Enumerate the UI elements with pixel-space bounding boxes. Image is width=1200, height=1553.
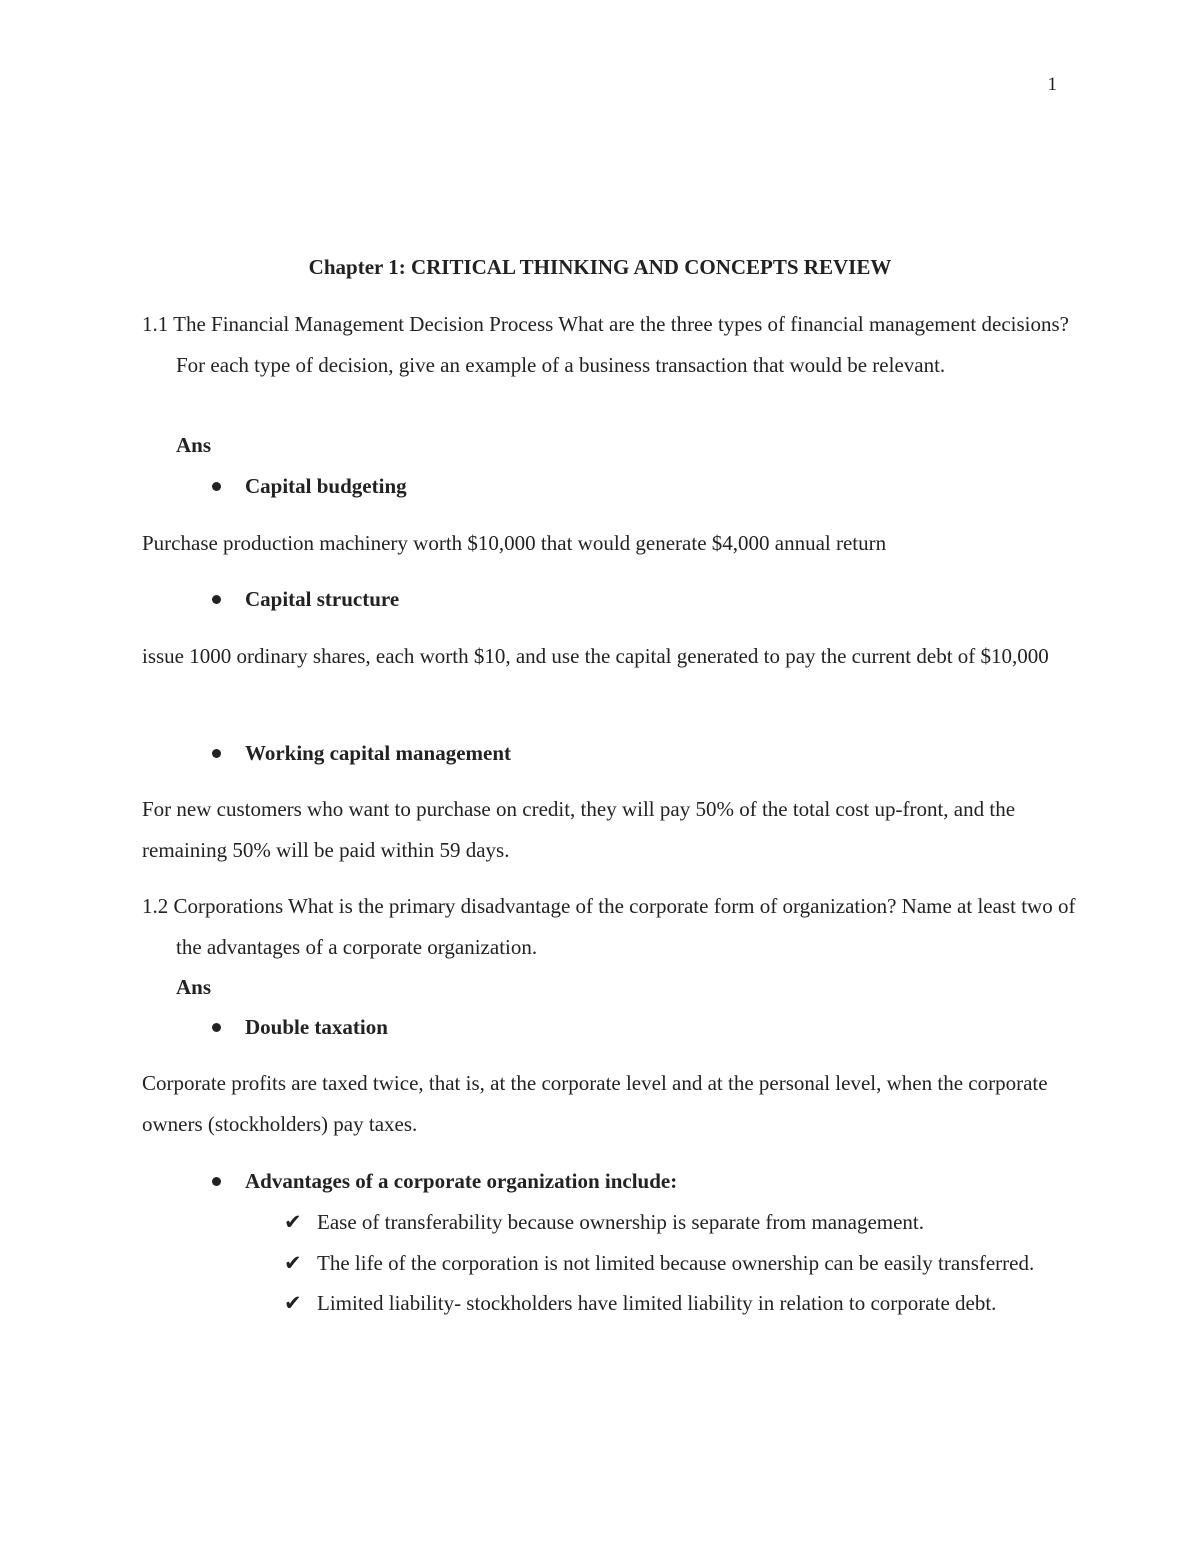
chapter-title: Chapter 1: CRITICAL THINKING AND CONCEPTS REVIEW: [308, 255, 892, 279]
bullet-heading: Advantages of a corporate organization include:: [245, 1169, 678, 1193]
check-mark-icon: ✔: [284, 1210, 302, 1234]
list-item-text: Limited liability- stockholders have limited liability in relation to corporate debt.: [317, 1291, 997, 1315]
answer-label-1-2: Ans: [176, 975, 212, 999]
bullet-advantages: [212, 1161, 677, 1202]
list-item-text: Ease of transferability because ownership is separate from management.: [317, 1210, 925, 1234]
bullet-capital-budgeting: [212, 466, 407, 507]
bullet-double-taxation: [212, 1007, 388, 1048]
question-1-1: 1.1 The Financial Management Decision Process What are the three types of financial management decisions? For each type of decision, give an example of a business transaction that would be relevant.: [142, 312, 1069, 377]
list-item: [284, 1202, 1044, 1243]
check-mark-icon: ✔: [284, 1291, 302, 1315]
question-1-2: 1.2 Corporations What is the primary disadvantage of the corporate form of organization? Name at least two of the advantages of a corporate organization.: [142, 894, 1076, 959]
bullet-heading: Capital budgeting: [245, 474, 407, 498]
bullet-capital-structure: [212, 579, 399, 620]
advantages-list: [284, 1202, 1044, 1324]
capital-budgeting-text: Purchase production machinery worth $10,000 that would generate $4,000 annual return: [142, 531, 887, 555]
answer-label-1-1: Ans: [176, 433, 212, 457]
bullet-working-capital: [212, 733, 511, 774]
bullet-dot-icon: [212, 482, 221, 491]
bullet-dot-icon: [212, 595, 221, 604]
double-taxation-text: Corporate profits are taxed twice, that is, at the corporate level and at the personal level, when the corporate owners (stockholders) pay taxes.: [142, 1071, 1048, 1136]
capital-structure-text: issue 1000 ordinary shares, each worth $10, and use the capital generated to pay the current debt of $10,000: [142, 644, 1049, 668]
bullet-heading: Double taxation: [245, 1015, 388, 1039]
bullet-dot-icon: [212, 749, 221, 758]
bullet-heading: Working capital management: [245, 741, 511, 765]
check-mark-icon: ✔: [284, 1250, 302, 1275]
list-item: [284, 1283, 1044, 1324]
bullet-heading: Capital structure: [245, 587, 400, 611]
page-number: 1: [1047, 74, 1057, 95]
working-capital-text: For new customers who want to purchase on credit, they will pay 50% of the total cost up-front, and the remaining 50% will be paid within 59 days.: [142, 797, 1016, 862]
bullet-dot-icon: [212, 1177, 221, 1186]
list-item: [284, 1243, 1044, 1284]
bullet-dot-icon: [212, 1023, 221, 1032]
list-item-text: The life of the corporation is not limited because ownership can be easily transferred.: [317, 1250, 1035, 1275]
